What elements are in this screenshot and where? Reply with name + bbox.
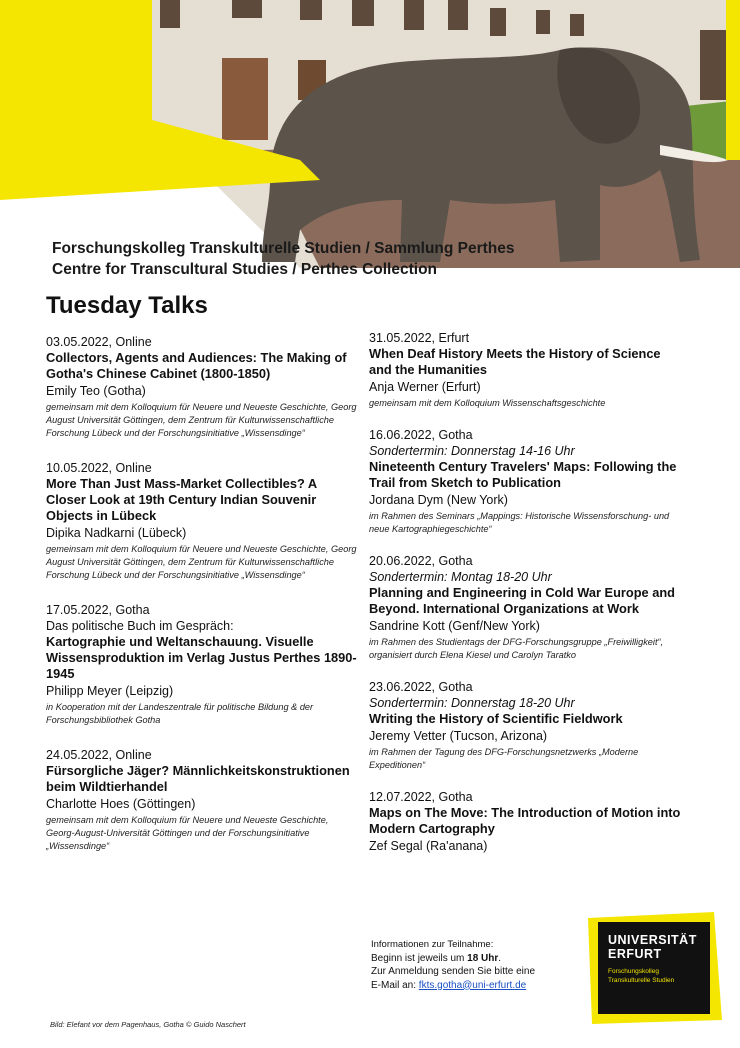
event-date: 31.05.2022, Erfurt bbox=[369, 331, 470, 345]
event-item bbox=[46, 334, 358, 440]
event-date: 16.06.2022, Gotha bbox=[369, 428, 473, 442]
event-note: gemeinsam mit dem Kolloquium für Neuere und Neueste Geschichte, Georg August Universität Göttingen, dem Zentrum für Kulturwissenschaftliche Forschung Lübeck und der Forschungsinitiative „Wissensdinge“ bbox=[46, 402, 357, 438]
event-note: im Rahmen des Seminars „Mappings: Historische Wissensforschung- und neue Kartographiegeschichte“ bbox=[369, 511, 670, 534]
event-item bbox=[369, 427, 681, 536]
institute-name-de: Forschungskolleg Transkulturelle Studien / Sammlung Perthes bbox=[52, 240, 515, 257]
event-item bbox=[46, 747, 358, 853]
event-title: Planning and Engineering in Cold War Europe and Beyond. International Organizations at Work bbox=[369, 585, 675, 616]
event-speaker: Dipika Nadkarni (Lübeck) bbox=[46, 526, 187, 540]
event-date: 10.05.2022, Online bbox=[46, 461, 152, 475]
event-item bbox=[369, 679, 681, 772]
logo-box bbox=[598, 922, 710, 1014]
info-start-prefix: Beginn ist jeweils um bbox=[371, 952, 468, 964]
event-note: in Kooperation mit der Landeszentrale für politische Bildung & der Forschungsbibliothek Gotha bbox=[46, 702, 314, 725]
event-item bbox=[369, 789, 681, 855]
event-title: Kartographie und Weltanschauung. Visuelle Wissensproduktion im Verlag Justus Perthes 1890-1945 bbox=[46, 634, 357, 681]
event-speaker: Anja Werner (Erfurt) bbox=[369, 380, 481, 394]
event-speaker: Emily Teo (Gotha) bbox=[46, 384, 146, 398]
image-credit: Bild: Elefant vor dem Pagenhaus, Gotha © Guido Naschert bbox=[50, 1020, 246, 1029]
event-note: im Rahmen des Studientags der DFG-Forschungsgruppe „Freiwilligkeit“, organisiert durch Elena Kiesel und Carolyn Taratko bbox=[369, 637, 664, 660]
event-title: Maps on The Move: The Introduction of Motion into Modern Cartography bbox=[369, 805, 681, 836]
info-email-prefix: E-Mail an: bbox=[371, 979, 419, 991]
event-date: 03.05.2022, Online bbox=[46, 335, 152, 349]
event-title: When Deaf History Meets the History of Science and the Humanities bbox=[369, 346, 661, 377]
event-item bbox=[46, 460, 358, 582]
info-registration-text: Zur Anmeldung senden Sie bitte eine bbox=[371, 966, 535, 977]
info-start-suffix: . bbox=[498, 952, 502, 964]
email-link[interactable]: fkts.gotha@uni-erfurt.de bbox=[418, 979, 527, 991]
event-note: gemeinsam mit dem Kolloquium Wissenschaftsgeschichte bbox=[369, 398, 606, 408]
event-title: More Than Just Mass-Market Collectibles? A Closer Look at 19th Century Indian Souvenir Objects in Lübeck bbox=[46, 476, 317, 523]
event-item bbox=[369, 553, 681, 662]
event-special-date: Sondertermin: Montag 18-20 Uhr bbox=[369, 570, 552, 584]
event-series-prefix: Das politische Buch im Gespräch: bbox=[46, 619, 234, 633]
event-speaker: Sandrine Kott (Genf/New York) bbox=[369, 619, 540, 633]
logo-subtitle-line2: Transkulturelle Studien bbox=[608, 977, 675, 984]
participation-info bbox=[371, 938, 535, 992]
events-right-column bbox=[369, 330, 681, 872]
event-speaker: Philipp Meyer (Leipzig) bbox=[46, 684, 174, 698]
event-speaker: Charlotte Hoes (Göttingen) bbox=[46, 797, 196, 811]
event-date: 17.05.2022, Gotha bbox=[46, 603, 150, 617]
hero-elephant-illustration bbox=[0, 0, 740, 268]
institute-name-en: Centre for Transcultural Studies / Perthes Collection bbox=[52, 261, 438, 278]
event-note: im Rahmen der Tagung des DFG-Forschungsnetzwerks „Moderne Expeditionen“ bbox=[369, 747, 639, 770]
hero-photo bbox=[0, 0, 740, 268]
institute-heading bbox=[52, 238, 515, 280]
event-speaker: Zef Segal (Ra'anana) bbox=[369, 839, 488, 853]
event-note: gemeinsam mit dem Kolloquium für Neuere und Neueste Geschichte, Georg August Universität Göttingen, dem Zentrum für Kulturwissenschaftliche Forschung Lübeck und der Forschungsinitiative „Wissensdinge“ bbox=[46, 544, 357, 580]
event-title: Collectors, Agents and Audiences: The Making of Gotha's Chinese Cabinet (1800-1850) bbox=[46, 350, 347, 381]
event-note: gemeinsam mit dem Kolloquium für Neuere und Neueste Geschichte, Georg-August-Universität Göttingen und der Forschungsinitiative „Wissensdinge“ bbox=[46, 815, 329, 851]
info-email-line bbox=[371, 979, 535, 993]
logo-name-line2: ERFURT bbox=[608, 946, 662, 961]
info-heading: Informationen zur Teilnahme: bbox=[371, 939, 494, 950]
logo-name-line1: UNIVERSITÄT bbox=[608, 933, 697, 947]
university-logo bbox=[588, 912, 728, 1024]
event-speaker: Jeremy Vetter (Tucson, Arizona) bbox=[369, 729, 548, 743]
event-speaker: Jordana Dym (New York) bbox=[369, 493, 508, 507]
event-title: Writing the History of Scientific Fieldwork bbox=[369, 711, 623, 726]
event-item bbox=[46, 602, 358, 727]
logo-subtitle-line1: Forschungskolleg bbox=[608, 968, 659, 975]
info-start-time-value: 18 Uhr bbox=[467, 952, 499, 964]
info-start-time bbox=[371, 952, 535, 966]
event-date: 24.05.2022, Online bbox=[46, 748, 152, 762]
logo-subtitle bbox=[608, 967, 700, 985]
events-left-column bbox=[46, 334, 358, 873]
event-special-date: Sondertermin: Donnerstag 14-16 Uhr bbox=[369, 444, 575, 458]
event-title: Nineteenth Century Travelers' Maps: Following the Trail from Sketch to Publication bbox=[369, 459, 677, 490]
event-special-date: Sondertermin: Donnerstag 18-20 Uhr bbox=[369, 696, 575, 710]
event-date: 12.07.2022, Gotha bbox=[369, 790, 473, 804]
event-date: 23.06.2022, Gotha bbox=[369, 680, 473, 694]
series-title: Tuesday Talks bbox=[46, 292, 208, 319]
event-item bbox=[369, 330, 681, 410]
event-title: Fürsorgliche Jäger? Männlichkeitskonstruktionen beim Wildtierhandel bbox=[46, 763, 350, 794]
event-date: 20.06.2022, Gotha bbox=[369, 554, 473, 568]
